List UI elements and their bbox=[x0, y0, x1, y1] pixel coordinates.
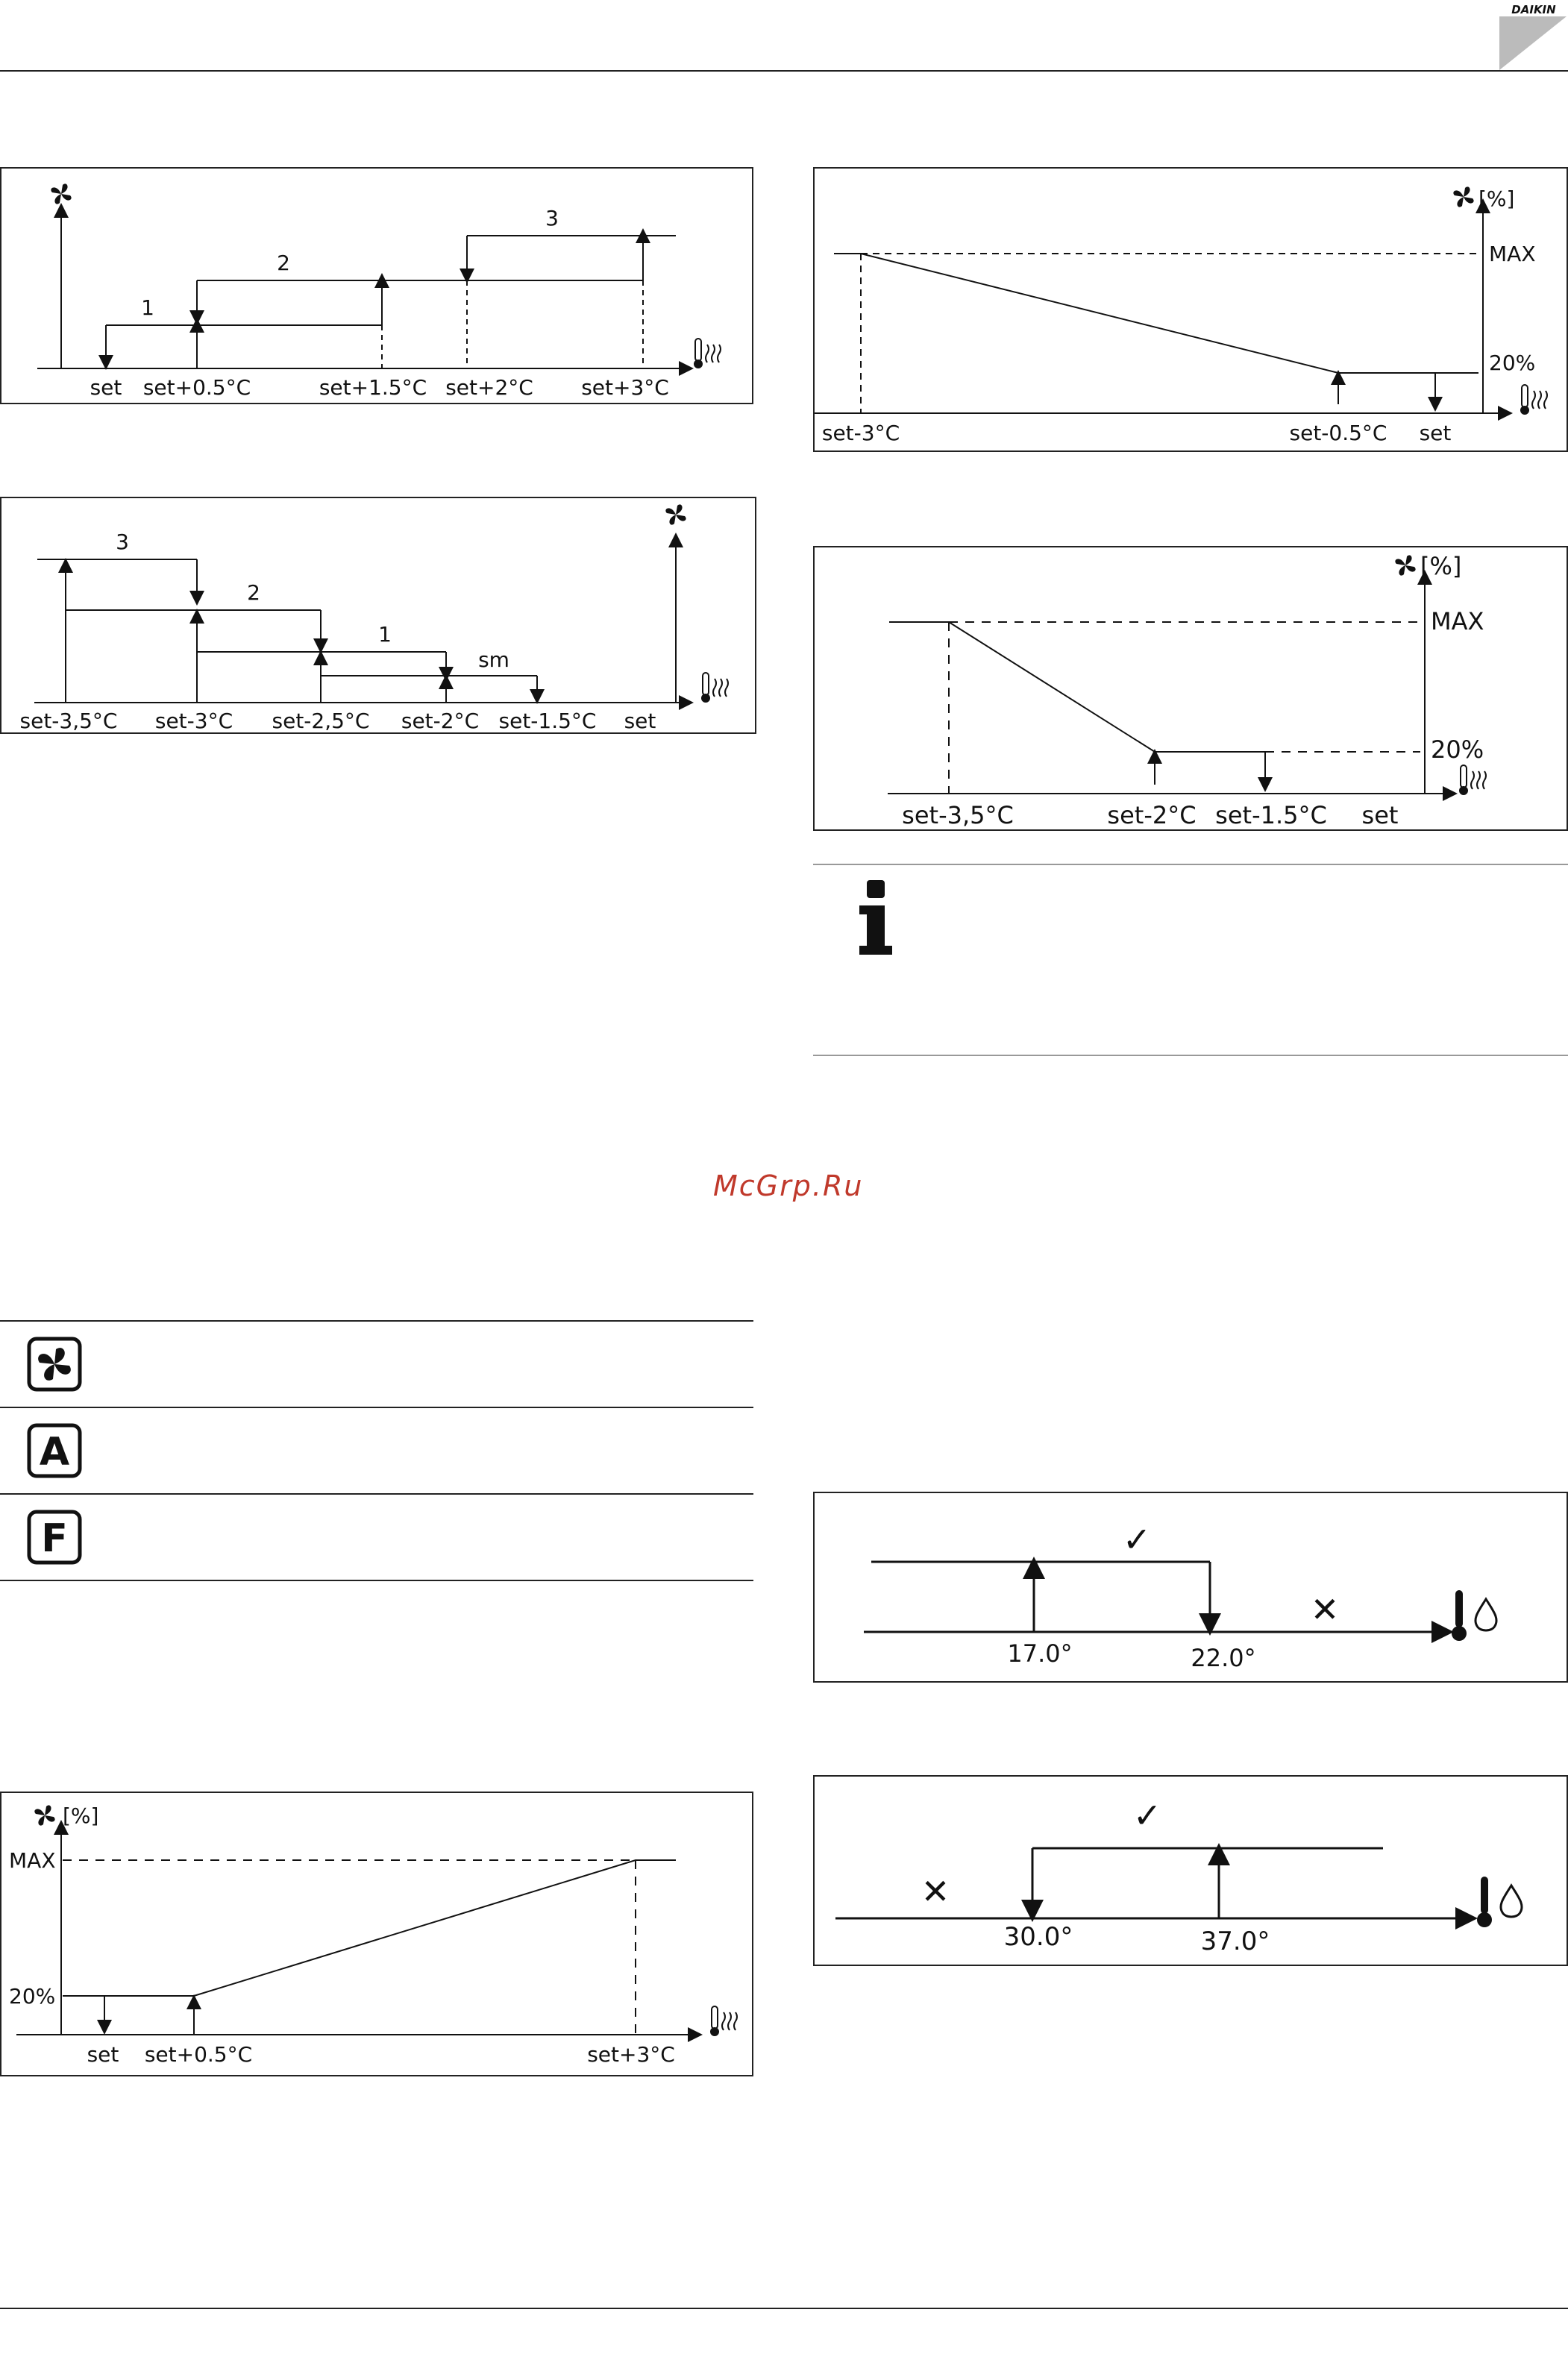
x-axis-humidity-thermometer-icon bbox=[1477, 1877, 1522, 1927]
step-label: 1 bbox=[378, 622, 392, 647]
legend-row-auto bbox=[0, 1407, 753, 1493]
level-label: MAX bbox=[9, 1848, 56, 1873]
temperature-enable-diagram-2 bbox=[813, 1775, 1568, 1966]
tick-label: 17.0° bbox=[1007, 1639, 1073, 1668]
legend-row-fan bbox=[0, 1320, 753, 1407]
footer-rule bbox=[0, 2308, 1568, 2309]
y-unit: [%] bbox=[1478, 186, 1515, 211]
fan-step-diagram-cooling bbox=[0, 497, 756, 734]
y-unit: [%] bbox=[63, 1803, 99, 1828]
x-axis-thermometer-icon bbox=[701, 673, 728, 703]
legend-bottom-rule bbox=[0, 1580, 753, 1581]
step-label: sm bbox=[478, 647, 509, 672]
tick-label: set bbox=[90, 375, 122, 400]
x-axis-thermometer-icon bbox=[710, 2006, 737, 2036]
fan-modulation-diagram-1 bbox=[813, 167, 1568, 452]
step-label: 3 bbox=[545, 206, 559, 230]
tick-label: set-2°C bbox=[1107, 801, 1197, 829]
legend-row-fixed bbox=[0, 1493, 753, 1580]
level-label: 20% bbox=[1431, 735, 1484, 764]
svg-text:A: A bbox=[39, 1430, 70, 1475]
brand-logo bbox=[1499, 1, 1568, 72]
check-mark: ✓ bbox=[1122, 1519, 1152, 1560]
y-unit: [%] bbox=[1420, 552, 1462, 580]
tick-label: set+3°C bbox=[587, 2042, 675, 2067]
tick-label: set+0.5°C bbox=[142, 375, 251, 400]
brand-name: DAIKIN bbox=[1511, 3, 1556, 16]
x-axis-humidity-thermometer-icon bbox=[1452, 1590, 1496, 1641]
y-axis-fan-icon bbox=[1395, 555, 1415, 575]
tick-label: set+0.5°C bbox=[144, 2042, 253, 2067]
step-label: 2 bbox=[277, 251, 290, 275]
tick-label: set-2°C bbox=[401, 709, 480, 733]
tick-label: 30.0° bbox=[1003, 1922, 1073, 1952]
tick-label: set-0.5°C bbox=[1289, 421, 1387, 445]
x-axis-thermometer-icon bbox=[694, 339, 721, 368]
x-axis-thermometer-icon bbox=[1459, 765, 1486, 795]
y-axis-fan-icon bbox=[665, 504, 686, 524]
step-label: 2 bbox=[247, 580, 260, 605]
tick-label: set+3°C bbox=[581, 375, 669, 400]
fan-step-diagram-heating bbox=[0, 167, 753, 404]
tick-label: set bbox=[87, 2042, 119, 2067]
header-rule bbox=[0, 70, 1568, 72]
tick-label: set-1.5°C bbox=[1215, 801, 1327, 829]
cross-mark: ✕ bbox=[1310, 1589, 1340, 1630]
watermark: McGrp.Ru bbox=[713, 1169, 864, 1202]
step-label: 1 bbox=[141, 295, 154, 320]
level-label: 20% bbox=[1489, 351, 1536, 375]
tick-label: set-3,5°C bbox=[19, 709, 118, 733]
y-axis-fan-icon bbox=[1453, 186, 1473, 207]
y-axis-fan-icon bbox=[34, 1805, 54, 1825]
tick-label: set+1.5°C bbox=[319, 375, 427, 400]
x-axis-thermometer-icon bbox=[1520, 385, 1547, 415]
tick-label: set-3,5°C bbox=[902, 801, 1014, 829]
tick-label: set-1.5°C bbox=[498, 709, 597, 733]
info-note bbox=[813, 864, 1568, 1056]
fan-modulation-diagram-2 bbox=[813, 546, 1568, 831]
fan-mode-icon bbox=[27, 1337, 82, 1392]
fixed-mode-icon bbox=[27, 1510, 82, 1565]
fan-modulation-diagram-3 bbox=[0, 1792, 753, 2076]
tick-label: 37.0° bbox=[1200, 1927, 1270, 1956]
auto-mode-icon bbox=[27, 1423, 82, 1478]
tick-label: 22.0° bbox=[1191, 1644, 1256, 1672]
tick-label: set-3°C bbox=[154, 709, 233, 733]
level-label: MAX bbox=[1489, 242, 1536, 266]
step-label: 3 bbox=[116, 530, 129, 554]
info-icon bbox=[853, 877, 898, 959]
y-axis-fan-icon bbox=[51, 183, 71, 204]
temperature-enable-diagram-1 bbox=[813, 1492, 1568, 1683]
level-label: MAX bbox=[1431, 607, 1484, 635]
cross-mark: ✕ bbox=[921, 1871, 950, 1912]
tick-label: set-3°C bbox=[821, 421, 900, 445]
tick-label: set bbox=[1361, 801, 1399, 829]
tick-label: set bbox=[624, 709, 656, 733]
svg-text:F: F bbox=[41, 1516, 68, 1561]
check-mark: ✓ bbox=[1132, 1795, 1162, 1836]
tick-label: set bbox=[1419, 421, 1452, 445]
tick-label: set-2,5°C bbox=[272, 709, 370, 733]
level-label: 20% bbox=[9, 1984, 56, 2009]
tick-label: set+2°C bbox=[445, 375, 533, 400]
